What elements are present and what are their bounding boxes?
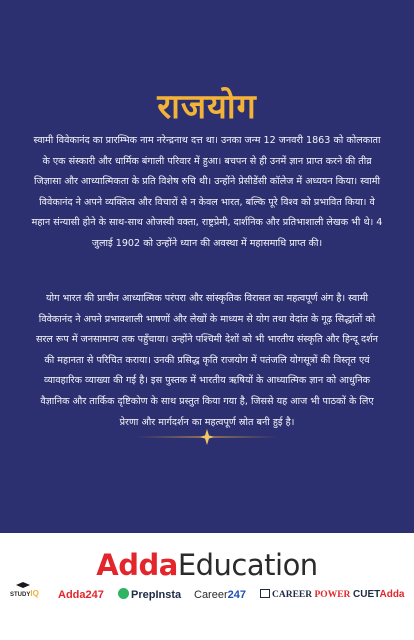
adda-education-logo <box>0 548 414 582</box>
adda247-logo: Adda247 <box>58 589 104 601</box>
prepinsta-logo: PrepInsta <box>118 586 181 604</box>
careerpower-mark-icon <box>260 589 270 598</box>
logo-education-text: Education <box>177 548 318 582</box>
book-description-paragraph: योग भारत की प्राचीन आध्यात्मिक परंपरा और सांस्कृतिक विरासत का महत्वपूर्ण अंग है। स्वामी विवेकानंद ने अपने प्रभावशाली भाषणों और लेखों के माध्यम से योग तथा वेदांत के गूढ़ सिद्धांतों को सरल रूप में जनसामान्य तक पहुँचाया। उन्होंने पश्चिमी देशों को भी भारतीय संस्कृति और हिन्दू दर्शन की महानता से परिचित कराया। उनकी प्रसिद्ध कृति राजयोग में पतंजलि योगसूत्रों की विस्तृत एवं व्यावहारिक व्याख्या की गई है। इस पुस्तक में भारतीय ऋषियों के आध्यात्मिक ज्ञान को आधुनिक वैज्ञानिक और तार्किक दृष्टिकोण के साथ प्रस्तुत किया गया है, जिससे यह आज भी पाठकों के लिए प्रेरणा और मार्गदर्शन का महत्वपूर्ण स्रोत बनी हुई है। <box>35 293 379 428</box>
careerpower-logo: CAREER POWER <box>260 586 350 604</box>
logo-adda-text: Adda <box>96 548 178 582</box>
bottom-strip <box>0 622 414 640</box>
study-iq-logo: STUDYIQ <box>10 582 38 606</box>
partner-logos-row <box>10 586 406 604</box>
book-title: राजयोग <box>157 87 257 127</box>
prepinsta-mark-icon <box>118 588 129 599</box>
cuetadda-logo: CUETAdda <box>353 589 405 600</box>
divider-ornament <box>136 428 278 446</box>
author-biography-paragraph: स्वामी विवेकानंद का प्रारम्भिक नाम नरेन्द्रनाथ दत्त था। उनका जन्म 12 जनवरी 1863 को कोलकाता के एक संस्कारी और धार्मिक बंगाली परिवार में हुआ। बचपन से ही उनमें ज्ञान प्राप्त करने की तीव्र जिज्ञासा और आध्यात्मिकता के प्रति विशेष रुचि थी। उन्होंने प्रेसीडेंसी कॉलेज में अध्ययन किया। स्वामी विवेकानंद ने अपने व्यक्तित्व और विचारों से न केवल भारत, बल्कि पूरे विश्व को प्रभावित किया। वे महान संन्यासी होने के साथ-साथ ओजस्वी वक्ता, राष्ट्रप्रेमी, दार्शनिक और प्रतिभाशाली लेखक भी थे। 4 जुलाई 1902 को उन्होंने ध्यान की अवस्था में महासमाधि प्राप्त की। <box>31 135 383 249</box>
career247-logo: Career247 <box>194 589 246 601</box>
graduation-cap-icon <box>16 582 30 588</box>
